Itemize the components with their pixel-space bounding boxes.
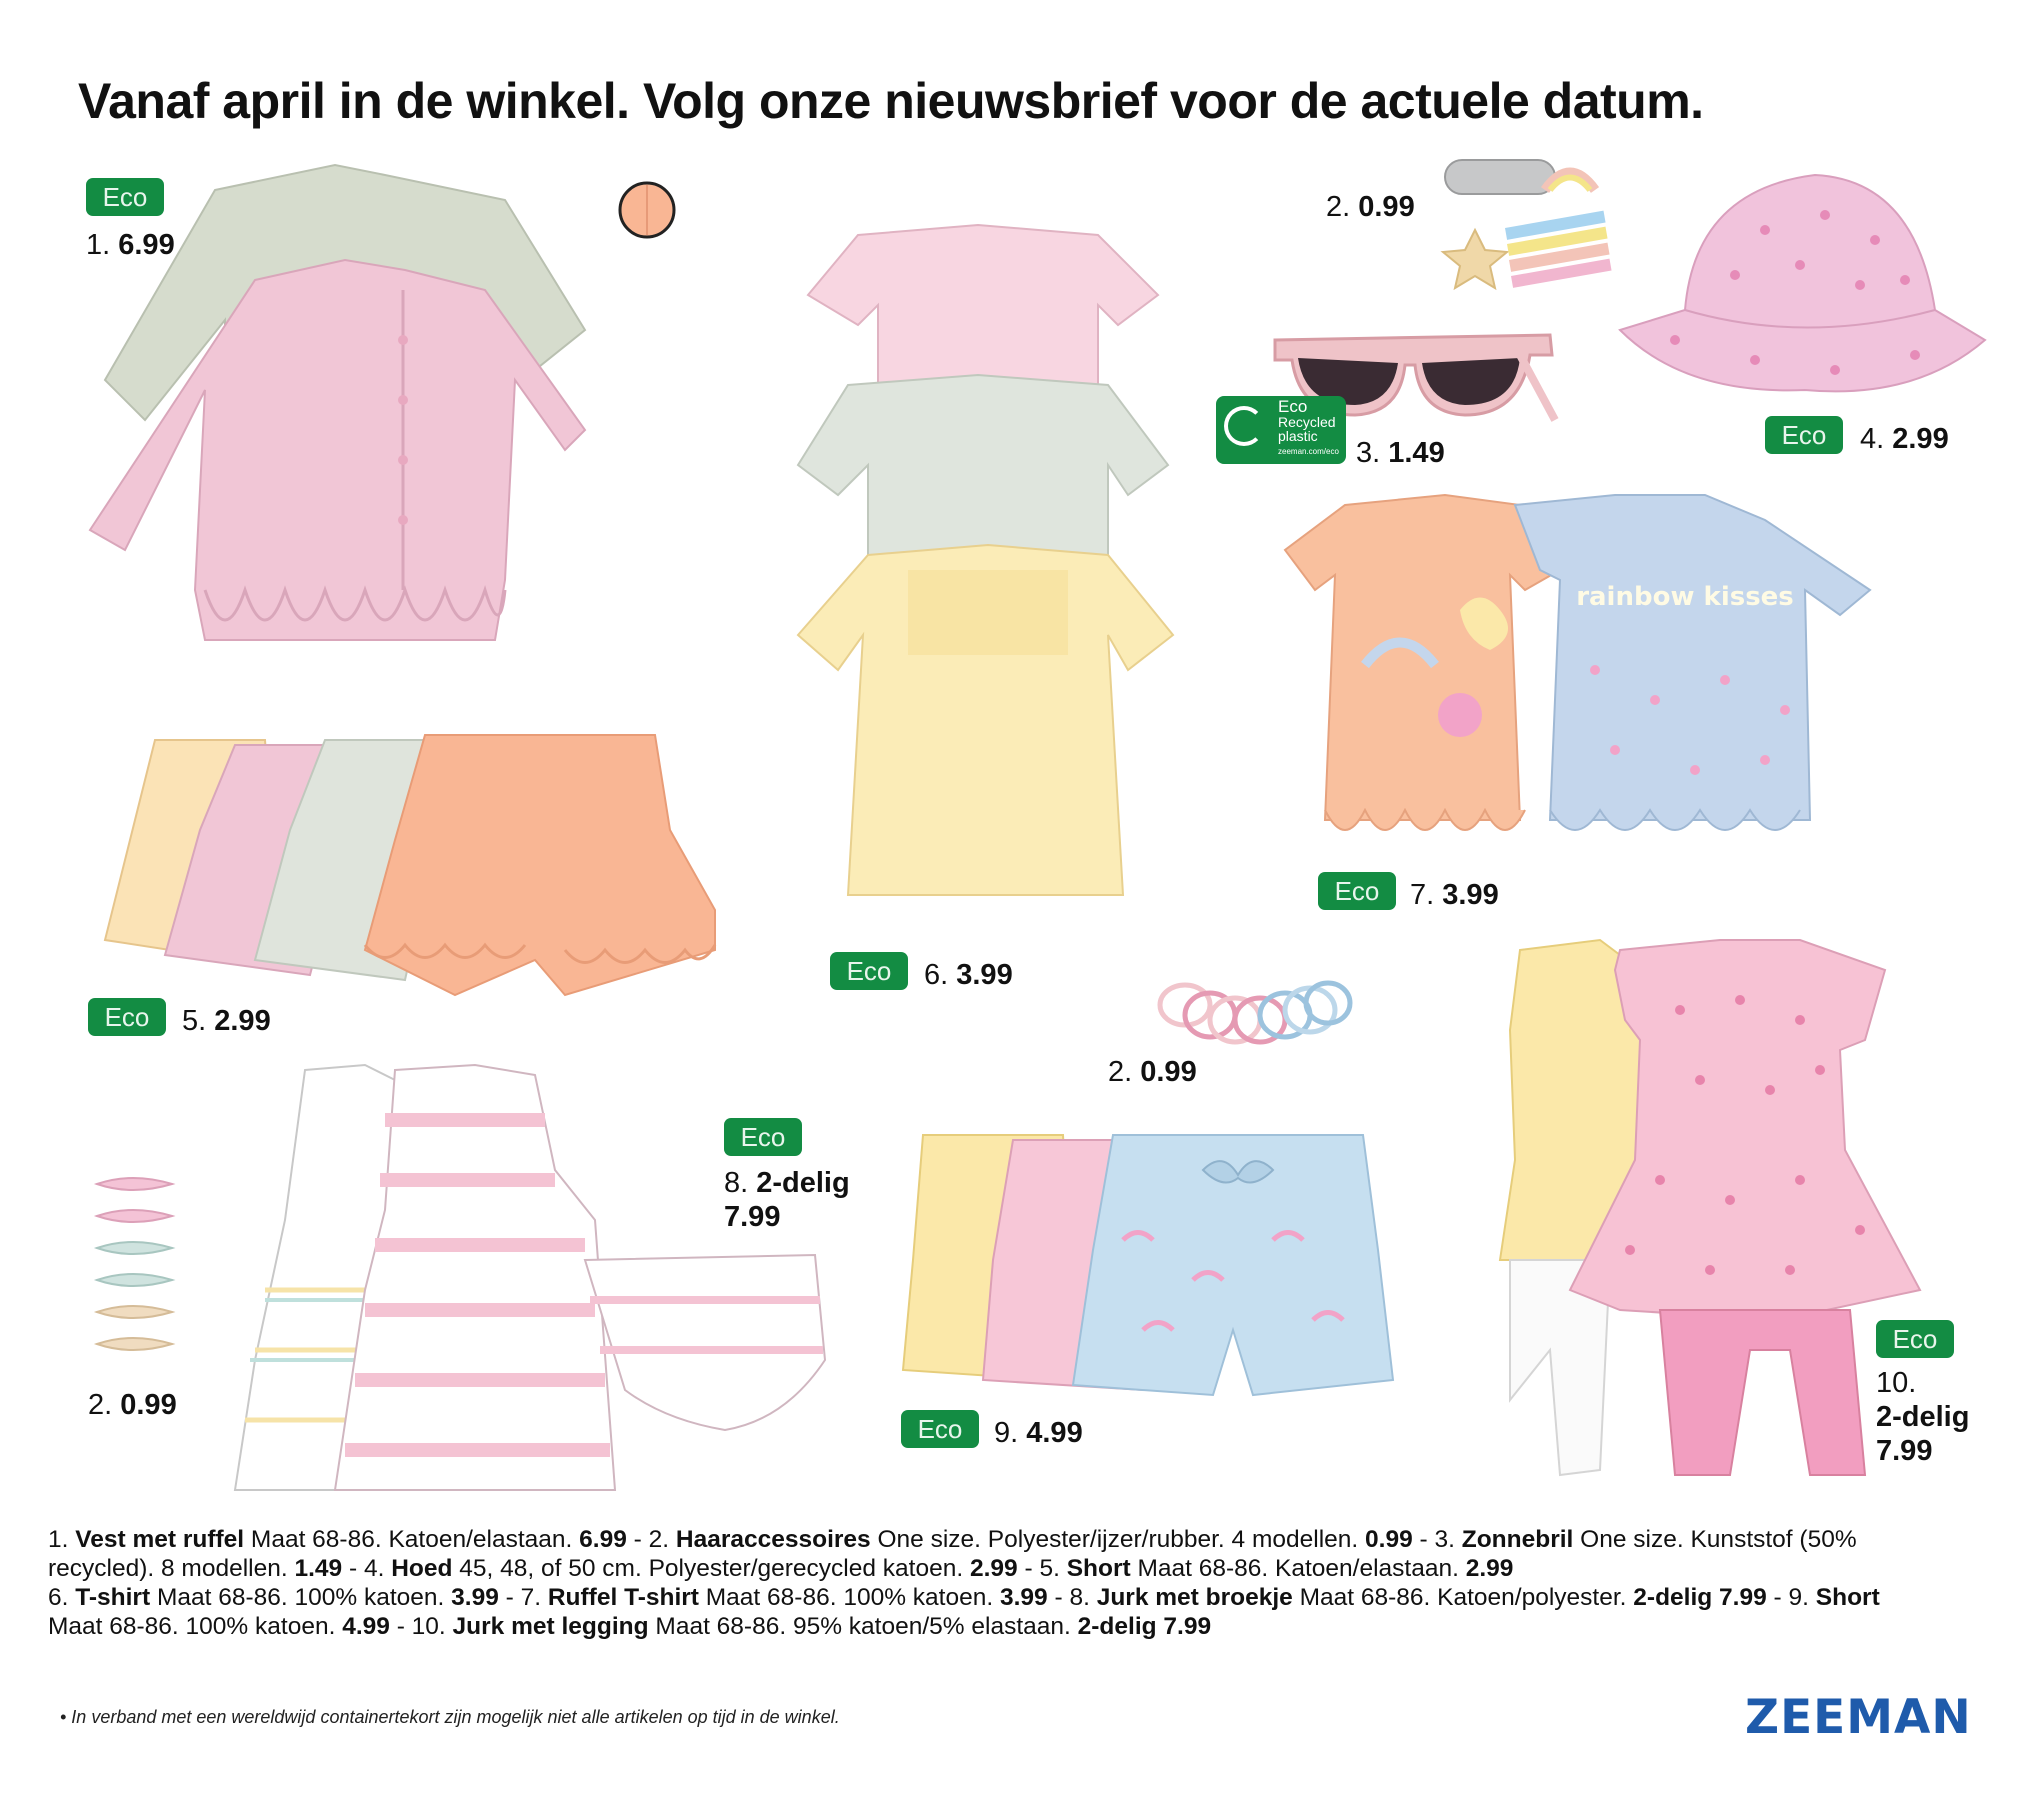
- product-10-price: 10. 2-delig 7.99: [1876, 1367, 1970, 1467]
- desc-item-8: 8. Jurk met broekje Maat 68-86. Katoen/polyester. 2-delig 7.99: [1069, 1584, 1767, 1611]
- bucket-hat-illustration: [1615, 170, 1985, 400]
- eco-badge: Eco: [86, 178, 164, 216]
- product-5-price: 5. 2.99: [182, 1005, 271, 1037]
- recycle-icon: [1224, 406, 1264, 446]
- desc-item-9: 9. Short Maat 68-86. 100% katoen. 4.99: [48, 1584, 1880, 1640]
- product-2c-price: 2. 0.99: [88, 1389, 177, 1421]
- ruffle-tshirts-illustration: [1285, 490, 1875, 865]
- product-4-price: 4. 2.99: [1860, 423, 1949, 455]
- desc-item-1: 1. Vest met ruffel Maat 68-86. Katoen/elastaan. 6.99: [48, 1526, 627, 1553]
- eco-badge: Eco: [901, 1410, 979, 1448]
- color-swatch-icon: [617, 180, 677, 240]
- hair-elastics-illustration: [1150, 965, 1355, 1060]
- dress-legging-illustration: [1480, 930, 1925, 1485]
- desc-item-6: 6. T-shirt Maat 68-86. 100% katoen. 3.99: [48, 1584, 499, 1611]
- desc-item-2: 2. Haaraccessoires One size. Polyester/ijzer/rubber. 4 modellen. 0.99: [648, 1526, 1413, 1553]
- desc-item-3: 3. Zonnebril One size. Kunststof (50% recycled). 8 modellen. 1.49: [48, 1526, 1857, 1582]
- eco-badge: Eco: [1318, 872, 1396, 910]
- eco-badge: Eco: [830, 952, 908, 990]
- brand-logo: ZEEMAN: [1745, 1690, 1972, 1745]
- product-8-price: 8. 2-delig 7.99: [724, 1167, 850, 1233]
- eco-badge: Eco: [724, 1118, 802, 1156]
- product-2-price: 2. 0.99: [1326, 191, 1415, 223]
- eco-badge: Eco: [1876, 1320, 1954, 1358]
- footnote: • In verband met een wereldwijd containertekort zijn mogelijk niet alle artikelen op tijd in de winkel.: [60, 1707, 840, 1727]
- eco-badge: Eco: [88, 998, 166, 1036]
- eco-badge: Eco: [1765, 416, 1843, 454]
- desc-item-4: 4. Hoed 45, 48, of 50 cm. Polyester/gerecycled katoen. 2.99: [363, 1555, 1018, 1582]
- snap-clips-illustration: [92, 1172, 177, 1372]
- product-descriptions: 1. Vest met ruffel Maat 68-86. Katoen/elastaan. 6.99 - 2. Haaraccessoires One size. Polyester/ijzer/rubber. 4 modellen. 0.99 - 3. Zonnebril One size. Kunststof (50% recycled). 8 modellen. 1.49 - 4. Hoed 45, 48, of 50 cm. Polyester/gerecycled katoen. 2.99 - 5. Short Maat 68-86. Katoen/elastaan. 2.99 6. T-shirt Maat 68-86. 100% katoen. 3.99 - 7. Ruffel T-shirt Maat 68-86. 100% katoen. 3.99 - 8. Jurk met broekje Maat 68-86. Katoen/polyester. 2-delig 7.99 - 9. Short Maat 68-86. 100% katoen. 4.99 - 10. Jurk met legging Maat 68-86. 95% katoen/5% elastaan. 2-delig 7.99: [48, 1526, 1880, 1640]
- desc-item-5: 5. Short Maat 68-86. Katoen/elastaan. 2.99: [1039, 1555, 1514, 1582]
- product-6-price: 6. 3.99: [924, 959, 1013, 991]
- product-1-price: 1. 6.99: [86, 229, 175, 261]
- desc-item-10: 10. Jurk met legging Maat 68-86. 95% katoen/5% elastaan. 2-delig 7.99: [411, 1613, 1212, 1640]
- eco-recycled-plastic-badge: Eco Recycled plastic zeeman.com/eco: [1216, 396, 1346, 464]
- page-headline: Vanaf april in de winkel. Volg onze nieuwsbrief voor de actuele datum.: [78, 73, 1704, 129]
- tshirt-stack-illustration: [778, 215, 1198, 935]
- hair-clips-illustration: [1435, 150, 1615, 310]
- tshirt-print-text: rainbow kisses: [1576, 582, 1794, 612]
- shorts-illustration: [95, 730, 725, 1000]
- product-3-price: 3. 1.49: [1356, 437, 1445, 469]
- product-9-price: 9. 4.99: [994, 1417, 1083, 1449]
- desc-item-7: 7. Ruffel T-shirt Maat 68-86. 100% katoen. 3.99: [520, 1584, 1048, 1611]
- product-7-price: 7. 3.99: [1410, 879, 1499, 911]
- product-2b-price: 2. 0.99: [1108, 1056, 1197, 1088]
- woven-shorts-illustration: [893, 1130, 1403, 1400]
